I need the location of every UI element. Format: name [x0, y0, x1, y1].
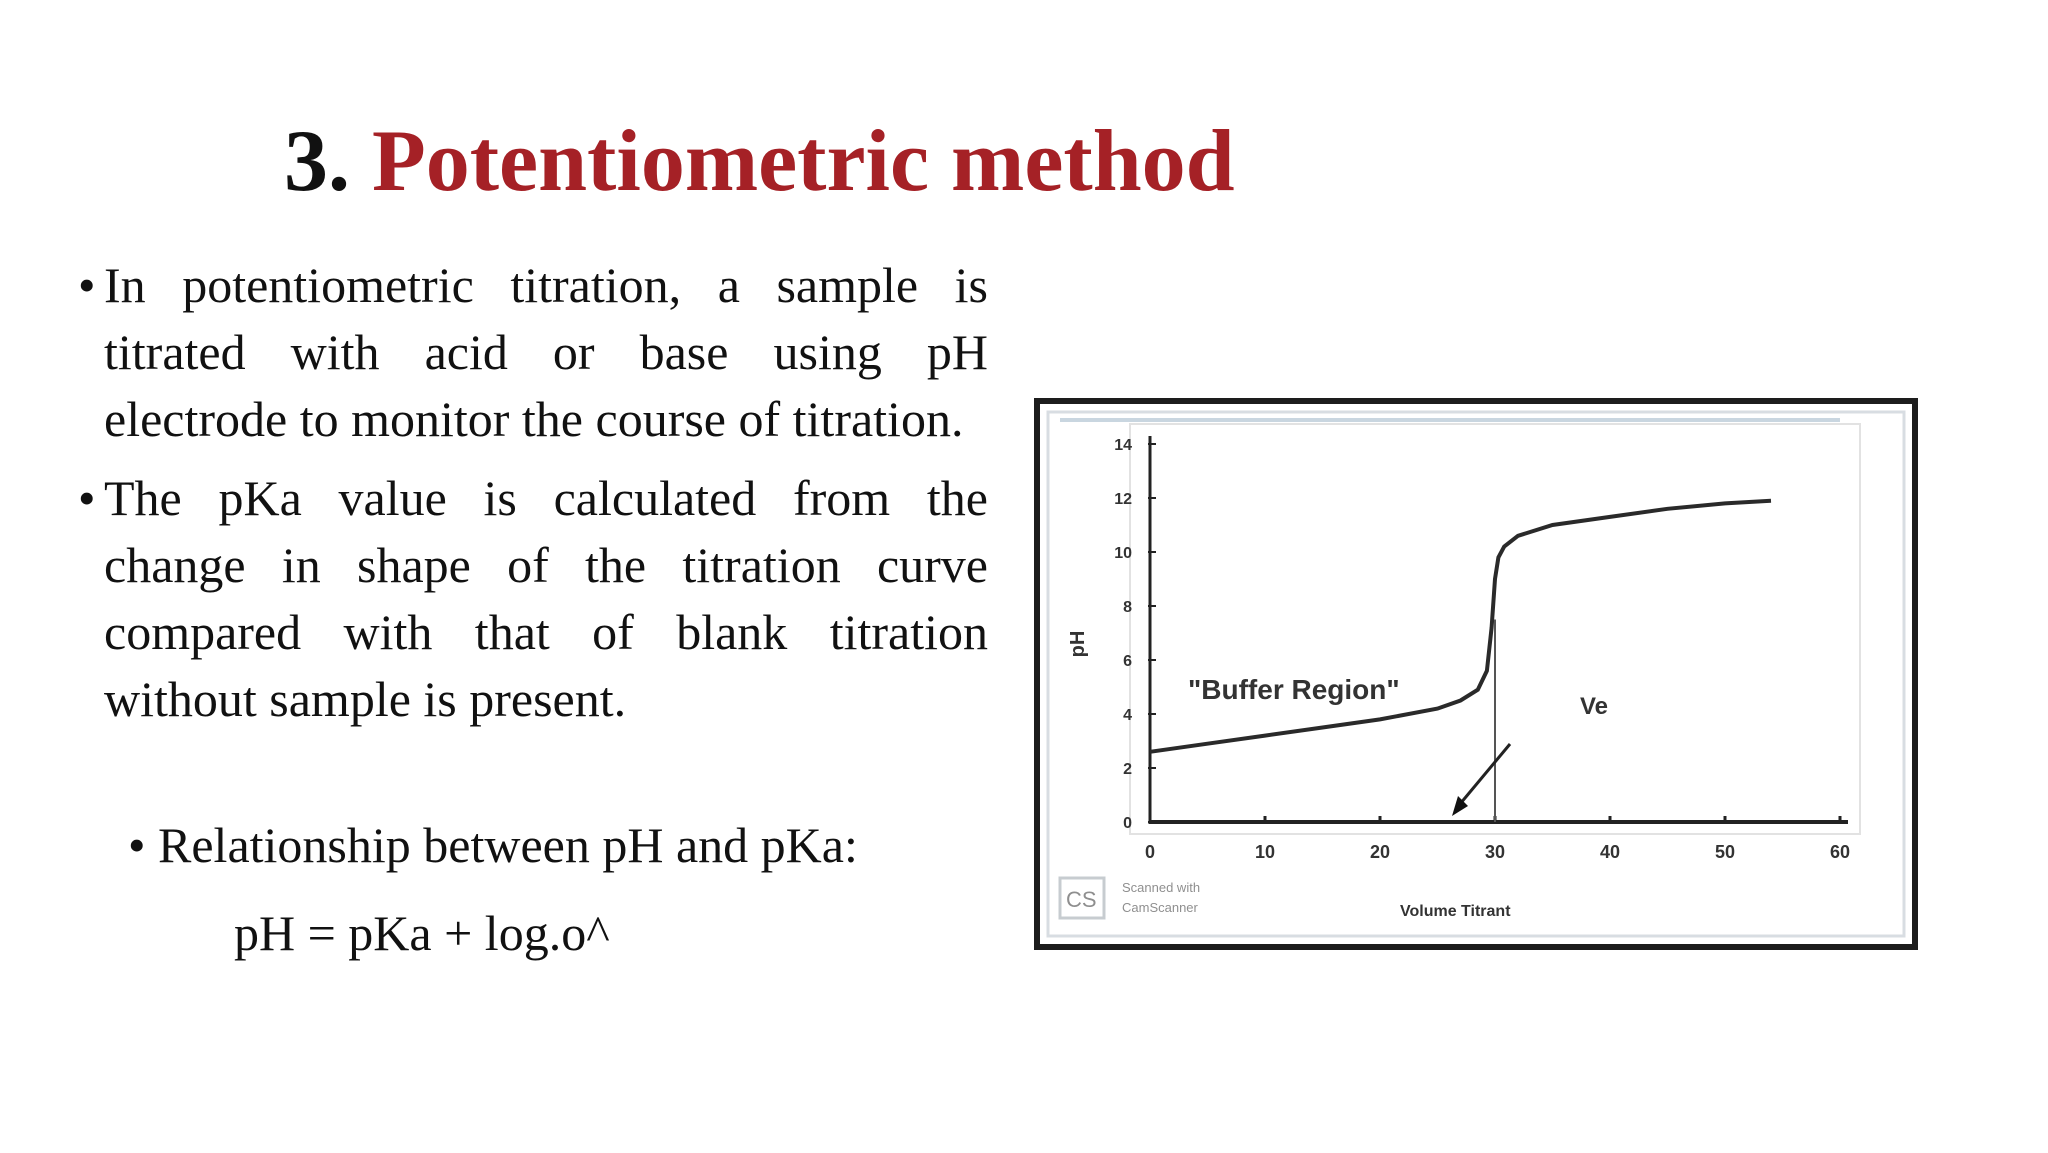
ve-label: Ve: [1580, 693, 1609, 720]
sub-bullet-dot: •: [128, 817, 146, 873]
title-text: Potentiometric method: [372, 113, 1235, 210]
buffer-region-label: "Buffer Region": [1188, 674, 1400, 705]
bullet-text: In potentiometric titration, a sample is titrated with acid or base using pH electrode to monitor the course of titration.: [104, 257, 988, 447]
y-tick-label: 14: [1114, 437, 1132, 454]
title-number: 3.: [284, 113, 350, 210]
bullet-item: [78, 465, 988, 733]
sub-bullet: [128, 812, 858, 879]
x-tick-label: 40: [1599, 842, 1621, 862]
x-tick-label: 20: [1369, 842, 1391, 862]
x-tick-label: 50: [1714, 842, 1736, 862]
bullet-text: The pKa value is calculated from the change in shape of the titration curve compared with that of blank titration without sample is present.: [104, 470, 988, 727]
y-tick-label: 12: [1114, 491, 1132, 508]
bullet-list: [78, 252, 988, 745]
axes: [1150, 436, 1848, 822]
y-tick-label: 0: [1123, 815, 1132, 832]
titration-curve-figure: [1034, 398, 1918, 950]
inner-frame: [1048, 412, 1904, 936]
sub-bullet-text: Relationship between pH and pKa:: [158, 817, 858, 873]
titration-chart: [1040, 404, 1912, 944]
watermark-line1: Scanned with: [1122, 880, 1201, 895]
x-tick-label: 60: [1829, 842, 1851, 862]
bullet-dot: •: [78, 257, 96, 313]
x-tick-label: 10: [1254, 842, 1276, 862]
x-axis-label: Volume Titrant: [1400, 903, 1511, 920]
equation: pH = pKa + log.o^: [234, 905, 610, 961]
camscanner-watermark: [1060, 878, 1200, 918]
y-tick-label: 6: [1123, 653, 1132, 670]
watermark-line2: CamScanner: [1122, 900, 1198, 915]
titration-curve-line: [1150, 501, 1771, 752]
x-tick-label: 30: [1484, 842, 1506, 862]
y-tick-label: 2: [1123, 761, 1132, 778]
x-tick-label: 0: [1144, 842, 1156, 862]
slide-title: [284, 112, 1235, 212]
y-tick-label: 10: [1114, 545, 1132, 562]
camscanner-logo: CS: [1066, 887, 1097, 912]
bullet-item: [78, 252, 988, 453]
y-axis-label: pH: [1067, 630, 1089, 658]
y-tick-label: 8: [1123, 599, 1132, 616]
bullet-dot: •: [78, 470, 96, 526]
ve-arrow-line: [1460, 744, 1510, 804]
y-tick-label: 4: [1123, 707, 1132, 724]
